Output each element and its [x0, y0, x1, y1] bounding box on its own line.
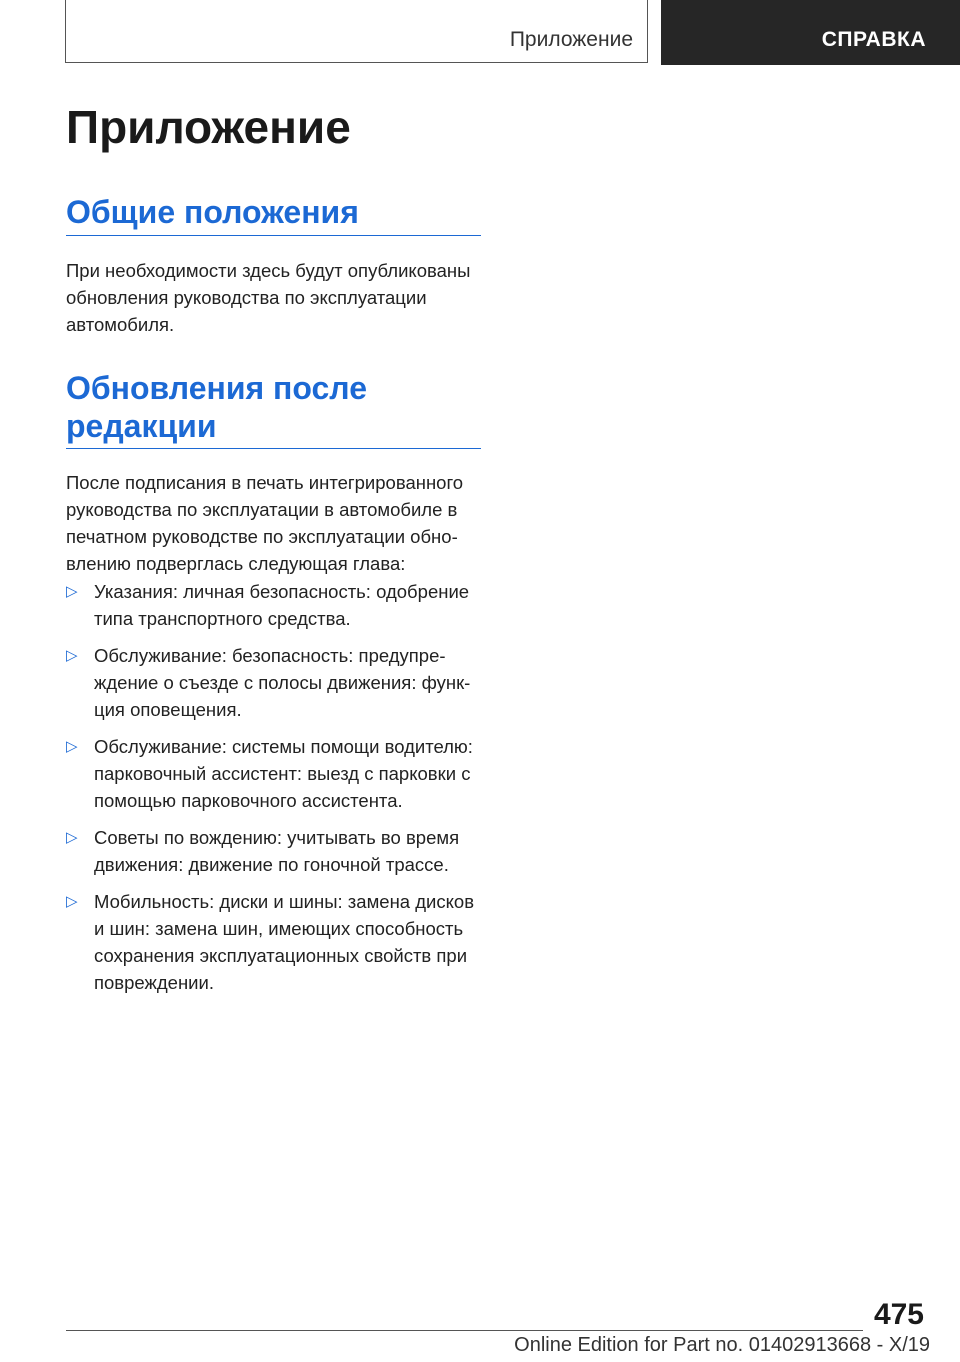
updated-chapters-list [66, 578, 481, 1006]
header-section-title: Приложение [509, 28, 633, 51]
triangle-right-icon: ▷ [66, 583, 78, 600]
page-number: 475 [873, 1298, 924, 1331]
section-title-general: Общие положения [66, 194, 359, 230]
triangle-right-icon: ▷ [66, 738, 78, 755]
paragraph-updates: После подписания в печать интегрированного руководства по эксплуатации в автомобиле в печатном руководстве по эксплуатации обновлению подверглась следующая глава: [66, 472, 464, 574]
list-item-text: Указания: личная безопасность: одобрение типа транспортного средства. [94, 581, 470, 629]
list-item [66, 824, 481, 878]
triangle-right-icon: ▷ [66, 647, 78, 664]
chapter-tab [661, 0, 960, 65]
list-item [66, 578, 481, 632]
chapter-tab-label: СПРАВКА [821, 28, 926, 51]
running-header [65, 0, 648, 63]
list-item [66, 642, 481, 723]
paragraph-general: При необходимости здесь будут опубликованы обновления руководства по эксплуатации автомобиля. [66, 260, 471, 335]
list-item [66, 888, 481, 996]
section-title-updates: Обновления после редакции [66, 370, 367, 444]
list-item-text: Обслуживание: системы помощи водителю: парковочный ассистент: выезд с парковки с помощью парковочного ассистента. [94, 736, 473, 811]
triangle-right-icon: ▷ [66, 829, 78, 846]
section-rule [66, 448, 481, 449]
list-item-text: Советы по вождению: учитывать во время движения: движение по гоночной трассе. [94, 827, 460, 875]
section-rule [66, 235, 481, 236]
list-item-text: Мобильность: диски и шины: замена дисков и шин: замена шин, имеющих способность сохранения эксплуатационных свойств при повреждении. [94, 891, 475, 993]
footer-edition-text: Online Edition for Part no. 01402913668 - X/19 [514, 1334, 930, 1356]
page-title: Приложение [66, 101, 351, 153]
footer-rule [66, 1330, 863, 1331]
triangle-right-icon: ▷ [66, 893, 78, 910]
list-item-text: Обслуживание: безопасность: предупреждение о съезде с полосы движения: функция оповещения. [94, 645, 471, 720]
list-item [66, 733, 481, 814]
